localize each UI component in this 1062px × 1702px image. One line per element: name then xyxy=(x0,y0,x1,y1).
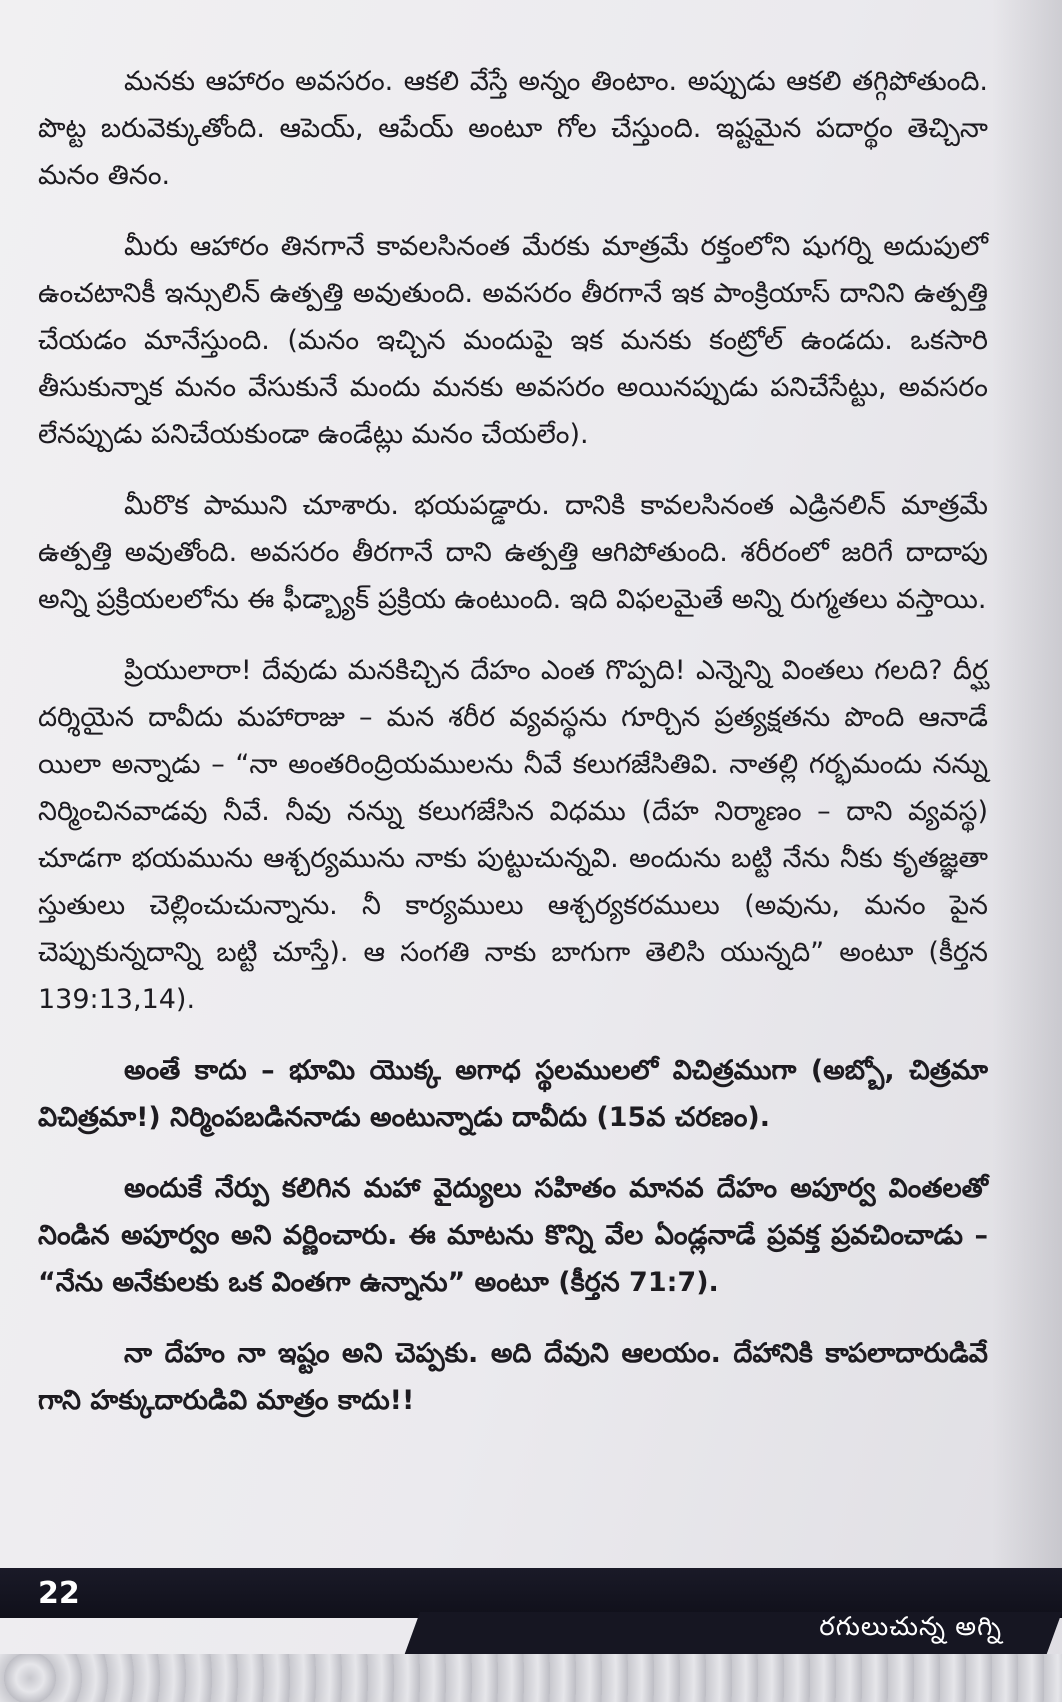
paragraph-psalm-139: ప్రియులారా! దేవుడు మనకిచ్చిన దేహం ఎంత గొప్పది! ఎన్నెన్ని వింతలు గలది? దీర్ఘ దర్శియైన దావీదు మహారాజు – మన శరీర వ్యవస్థను గూర్చిన ప్రత్యక్షతను పొంది ఆనాడే యిలా అన్నాడు – “నా అంతరింద్రియములను నీవే కలుగజేసితివి. నాతల్లి గర్భమందు నన్ను నిర్మించినవాడవు నీవే. నీవు నన్ను కలుగజేసిన విధము (దేహ నిర్మాణం – దాని వ్యవస్థ) చూడగా భయమును ఆశ్చర్యమును నాకు పుట్టుచున్నవి. అందును బట్టి నేను నీకు కృతజ్ఞతా స్తుతులు చెల్లించుచున్నాను. నీ కార్యములు ఆశ్చర్యకరములు (అవును, మనం పైన చెప్పుకున్నదాన్ని బట్టి చూస్తే). ఆ సంగతి నాకు బాగుగా తెలిసి యున్నది” అంటూ (కీర్తన 139:13,14). xyxy=(38,655,988,1015)
paragraph-closing: నా దేహం నా ఇష్టం అని చెప్పకు. అది దేవుని ఆలయం. దేహానికి కాపలాదారుడివే గాని హక్కుదారుడివి మాత్రం కాదు!! xyxy=(38,1338,988,1416)
page-body-text xyxy=(38,58,988,1448)
page-curl-shadow xyxy=(992,0,1062,1570)
paragraph-adrenaline: మీరొక పాముని చూశారు. భయపడ్డారు. దానికి కావలసినంత ఎడ్రినలిన్ మాత్రమే ఉత్పత్తి అవుతోంది. అవసరం తీరగానే దాని ఉత్పత్తి ఆగిపోతుంది. శరీరంలో జరిగే దాదాపు అన్ని ప్రక్రియలలోను ఈ ఫీడ్బ్యాక్ ప్రక్రియ ఉంటుంది. ఇది విఫలమైతే అన్ని రుగ్మతలు వస్తాయి. xyxy=(38,490,988,615)
paragraph-food-need: మనకు ఆహారం అవసరం. ఆకలి వేస్తే అన్నం తింటాం. అప్పుడు ఆకలి తగ్గిపోతుంది. పొట్ట బరువెక్కుతోంది. ఆపెయ్, ఆపేయ్ అంటూ గోల చేస్తుంది. ఇష్టమైన పదార్థం తెచ్చినా మనం తినం. xyxy=(38,66,988,191)
paragraph-psalm-71: అందుకే నేర్పు కలిగిన మహా వైద్యులు సహితం మానవ దేహం అపూర్వ వింతలతో నిండిన అపూర్వం అని వర్ణించారు. ఈ మాటను కొన్ని వేల ఏండ్లనాడే ప్రవక్త ప్రవచించాడు – “నేను అనేకులకు ఒక వింతగా ఉన్నాను” అంటూ (కీర్తన 71:7). xyxy=(38,1173,988,1298)
paragraph-insulin: మీరు ఆహారం తినగానే కావలసినంత మేరకు మాత్రమే రక్తంలోని షుగర్ని అదుపులో ఉంచటానికీ ఇన్సులిన్ ఉత్పత్తి అవుతుంది. అవసరం తీరగానే ఇక పాంక్రియాస్ దానిని ఉత్పత్తి చేయడం మానేస్తుంది. (మనం ఇచ్చిన మందుపై ఇక మనకు కంట్రోల్ ఉండదు. ఒకసారి తీసుకున్నాక మనం వేసుకునే మందు మనకు అవసరం అయినప్పుడు పనిచేసేట్టు, అవసరం లేనప్పుడు పనిచేయకుండా ఉండేట్లు మనం చేయలేం). xyxy=(38,231,988,450)
footer-band xyxy=(0,1568,1062,1618)
bottom-decorative-strip xyxy=(0,1654,1062,1702)
page-number: 22 xyxy=(38,1576,80,1611)
paragraph-verse-15: అంతే కాదు – భూమి యొక్క అగాధ స్థలములలో విచిత్రముగా (అబ్బో, చిత్రమా విచిత్రమా!) నిర్మింపబడిననాడు అంటున్నాడు దావీదు (15వ చరణం). xyxy=(38,1055,988,1133)
book-title: రగులుచున్న అగ్ని xyxy=(819,1612,1002,1642)
